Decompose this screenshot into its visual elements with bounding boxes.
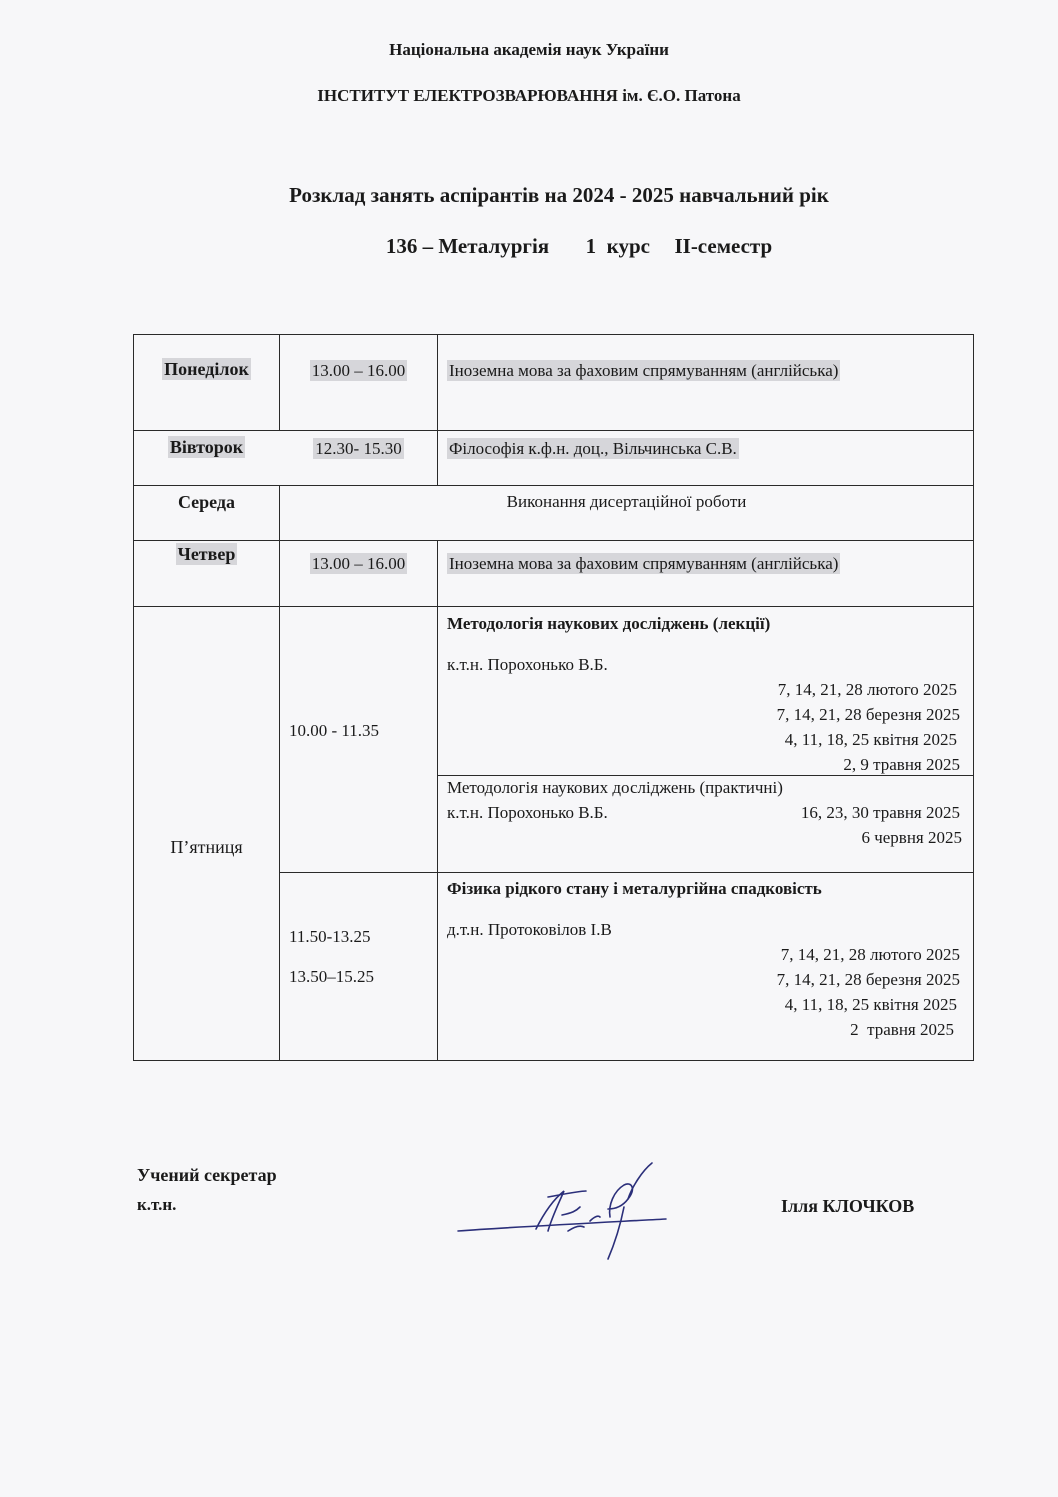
physics-date-2: 7, 14, 21, 28 березня 2025 bbox=[776, 970, 960, 989]
lecture-date-2: 7, 14, 21, 28 березня 2025 bbox=[776, 705, 960, 724]
day-tuesday-label: Вівторок bbox=[169, 437, 244, 457]
semester: ІІ-семестр bbox=[674, 234, 773, 258]
day-monday-label: Понеділок bbox=[164, 359, 249, 379]
secretary-position: Учений секретар bbox=[137, 1165, 277, 1185]
physics-teacher: д.т.н. Протоковілов І.В bbox=[447, 920, 612, 939]
physics-date-4: 2 травня 2025 bbox=[850, 1020, 954, 1039]
day-friday: П’ятниця bbox=[170, 837, 243, 857]
institute-name: ІНСТИТУТ ЕЛЕКТРОЗВАРЮВАННЯ ім. Є.О. Патона bbox=[317, 86, 741, 105]
time-monday bbox=[280, 361, 437, 381]
day-wednesday: Середа bbox=[177, 492, 236, 512]
lecture-title: Методологія наукових досліджень (лекції) bbox=[447, 614, 771, 633]
time-friday-block2-a: 11.50-13.25 bbox=[289, 927, 371, 946]
time-tuesday bbox=[280, 439, 437, 459]
lecture-date-1: 7, 14, 21, 28 лютого 2025 bbox=[777, 680, 957, 699]
lecture-date-3: 4, 11, 18, 25 квітня 2025 bbox=[784, 730, 957, 749]
day-monday bbox=[134, 359, 279, 379]
time-tuesday-label: 12.30- 15.30 bbox=[315, 439, 402, 458]
practice-title: Методологія наукових досліджень (практичні) bbox=[447, 778, 783, 797]
time-friday-block2-b: 13.50–15.25 bbox=[289, 967, 374, 986]
practice-teacher: к.т.н. Порохонько В.Б. bbox=[447, 803, 608, 822]
physics-date-1: 7, 14, 21, 28 лютого 2025 bbox=[780, 945, 960, 964]
time-monday-label: 13.00 – 16.00 bbox=[311, 361, 406, 380]
lecture-date-4: 2, 9 травня 2025 bbox=[843, 755, 960, 774]
time-thursday-label: 13.00 – 16.00 bbox=[311, 554, 406, 573]
practice-date-1: 16, 23, 30 травня 2025 bbox=[800, 803, 960, 822]
day-thursday-label: Четвер bbox=[177, 544, 236, 564]
time-friday-block1: 10.00 - 11.35 bbox=[289, 721, 380, 740]
subject-wednesday: Виконання дисертаційної роботи bbox=[506, 492, 747, 511]
subject-monday-label: Іноземна мова за фаховим спрямуванням (англійська) bbox=[449, 361, 839, 380]
secretary-degree: к.т.н. bbox=[137, 1195, 177, 1214]
signature-image bbox=[452, 1157, 672, 1267]
document-title: Розклад занять аспірантів на 2024 - 2025 навчальний рік bbox=[289, 183, 829, 207]
specialty-line bbox=[50, 234, 1058, 259]
academy-name: Національна академія наук України bbox=[389, 40, 669, 59]
lecture-teacher: к.т.н. Порохонько В.Б. bbox=[447, 655, 608, 674]
subject-tuesday bbox=[447, 439, 967, 459]
subject-monday bbox=[447, 361, 967, 381]
day-thursday bbox=[134, 544, 279, 564]
subject-thursday-label: Іноземна мова за фаховим спрямуванням (англійська) bbox=[449, 554, 839, 573]
specialty: 136 – Металургія bbox=[385, 234, 550, 258]
schedule-table bbox=[133, 334, 974, 1061]
practice-date-2: 6 червня 2025 bbox=[861, 828, 962, 847]
secretary-name: Ілля КЛОЧКОВ bbox=[781, 1196, 915, 1216]
course: 1 курс bbox=[585, 234, 650, 258]
time-thursday bbox=[280, 554, 437, 574]
subject-tuesday-label: Філософія к.ф.н. доц., Вільчинська С.В. bbox=[449, 439, 737, 458]
physics-title: Фізика рідкого стану і металургійна спадковість bbox=[447, 879, 822, 898]
subject-thursday bbox=[447, 554, 967, 574]
physics-date-3: 4, 11, 18, 25 квітня 2025 bbox=[784, 995, 957, 1014]
day-tuesday bbox=[134, 437, 279, 457]
